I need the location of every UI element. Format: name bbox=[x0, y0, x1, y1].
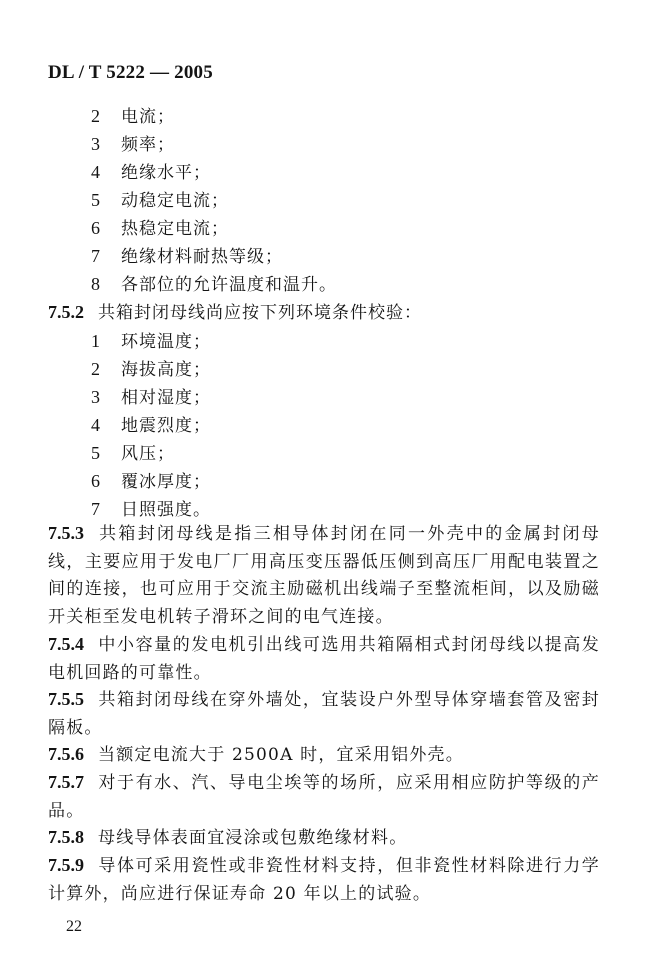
item-text: 各部位的允许温度和温升。 bbox=[121, 275, 337, 295]
item-number: 3 bbox=[91, 387, 100, 407]
list-item bbox=[91, 495, 211, 523]
list-item bbox=[91, 242, 283, 270]
clause-number: 7.5.3 bbox=[48, 523, 84, 543]
clause-number: 7.5.6 bbox=[48, 744, 84, 764]
clause-text: 中小容量的发电机引出线可选用共箱隔相式封闭母线以提高发电机回路的可靠性。 bbox=[48, 635, 600, 683]
clause-7-5-7 bbox=[48, 769, 600, 825]
list-item bbox=[91, 439, 175, 467]
item-number: 6 bbox=[91, 218, 100, 238]
section-7-5-2 bbox=[48, 298, 422, 326]
item-number: 3 bbox=[91, 134, 100, 154]
item-text: 相对湿度； bbox=[121, 388, 211, 408]
clause-number: 7.5.7 bbox=[48, 772, 84, 792]
clause-number: 7.5.5 bbox=[48, 689, 84, 709]
item-number: 1 bbox=[91, 331, 100, 351]
item-text: 热稳定电流； bbox=[121, 219, 229, 239]
item-text: 日照强度。 bbox=[121, 500, 211, 520]
list-item bbox=[91, 383, 211, 411]
item-text: 频率； bbox=[121, 135, 175, 155]
list-item bbox=[91, 158, 211, 186]
list-item bbox=[91, 130, 175, 158]
list-item bbox=[91, 411, 211, 439]
item-number: 2 bbox=[91, 359, 100, 379]
clause-7-5-3 bbox=[48, 520, 600, 631]
clause-number: 7.5.4 bbox=[48, 634, 84, 654]
list-item bbox=[91, 102, 175, 130]
clause-text: 母线导体表面宜浸涂或包敷绝缘材料。 bbox=[98, 828, 408, 848]
item-text: 绝缘材料耐热等级； bbox=[121, 247, 283, 267]
item-text: 地震烈度； bbox=[121, 416, 211, 436]
list-item bbox=[91, 186, 229, 214]
clause-text: 当额定电流大于 2500A 时，宜采用铝外壳。 bbox=[98, 745, 464, 765]
item-text: 覆冰厚度； bbox=[121, 472, 211, 492]
item-number: 2 bbox=[91, 106, 100, 126]
list-item bbox=[91, 467, 211, 495]
list-item bbox=[91, 214, 229, 242]
section-number: 7.5.2 bbox=[48, 302, 84, 322]
clause-7-5-5 bbox=[48, 686, 600, 742]
clause-7-5-6 bbox=[48, 741, 600, 770]
item-text: 电流； bbox=[121, 107, 175, 127]
item-text: 海拔高度； bbox=[121, 360, 211, 380]
page-number: 22 bbox=[66, 918, 82, 935]
clause-text: 共箱封闭母线是指三相导体封闭在同一外壳中的金属封闭母线，主要应用于发电厂厂用高压变压器低压侧到高压厂用配电装置之间的连接，也可应用于交流主励磁机出线端子至整流柜间，以及励磁开关柜至发电机转子滑环之间的电气连接。 bbox=[48, 524, 600, 627]
clause-text: 共箱封闭母线在穿外墙处，宜装设户外型导体穿墙套管及密封隔板。 bbox=[48, 690, 600, 738]
section-text: 共箱封闭母线尚应按下列环境条件校验： bbox=[98, 303, 422, 323]
item-number: 4 bbox=[91, 162, 100, 182]
clause-7-5-9 bbox=[48, 852, 600, 908]
item-text: 绝缘水平； bbox=[121, 163, 211, 183]
clause-7-5-4 bbox=[48, 631, 600, 687]
item-number: 5 bbox=[91, 190, 100, 210]
list-item bbox=[91, 327, 211, 355]
list-item bbox=[91, 355, 211, 383]
item-number: 7 bbox=[91, 499, 100, 519]
item-text: 动稳定电流； bbox=[121, 191, 229, 211]
item-number: 7 bbox=[91, 246, 100, 266]
clause-text: 导体可采用瓷性或非瓷性材料支持，但非瓷性材料除进行力学计算外，尚应进行保证寿命 20 年以上的试验。 bbox=[48, 856, 600, 904]
clause-number: 7.5.9 bbox=[48, 855, 84, 875]
item-number: 6 bbox=[91, 471, 100, 491]
item-number: 4 bbox=[91, 415, 100, 435]
list-item bbox=[91, 270, 337, 298]
item-text: 环境温度； bbox=[121, 332, 211, 352]
item-text: 风压； bbox=[121, 444, 175, 464]
clause-text: 对于有水、汽、导电尘埃等的场所，应采用相应防护等级的产品。 bbox=[48, 773, 600, 821]
item-number: 8 bbox=[91, 274, 100, 294]
clause-7-5-8 bbox=[48, 824, 600, 853]
item-number: 5 bbox=[91, 443, 100, 463]
clause-number: 7.5.8 bbox=[48, 827, 84, 847]
document-code-header: DL / T 5222 — 2005 bbox=[48, 62, 213, 83]
